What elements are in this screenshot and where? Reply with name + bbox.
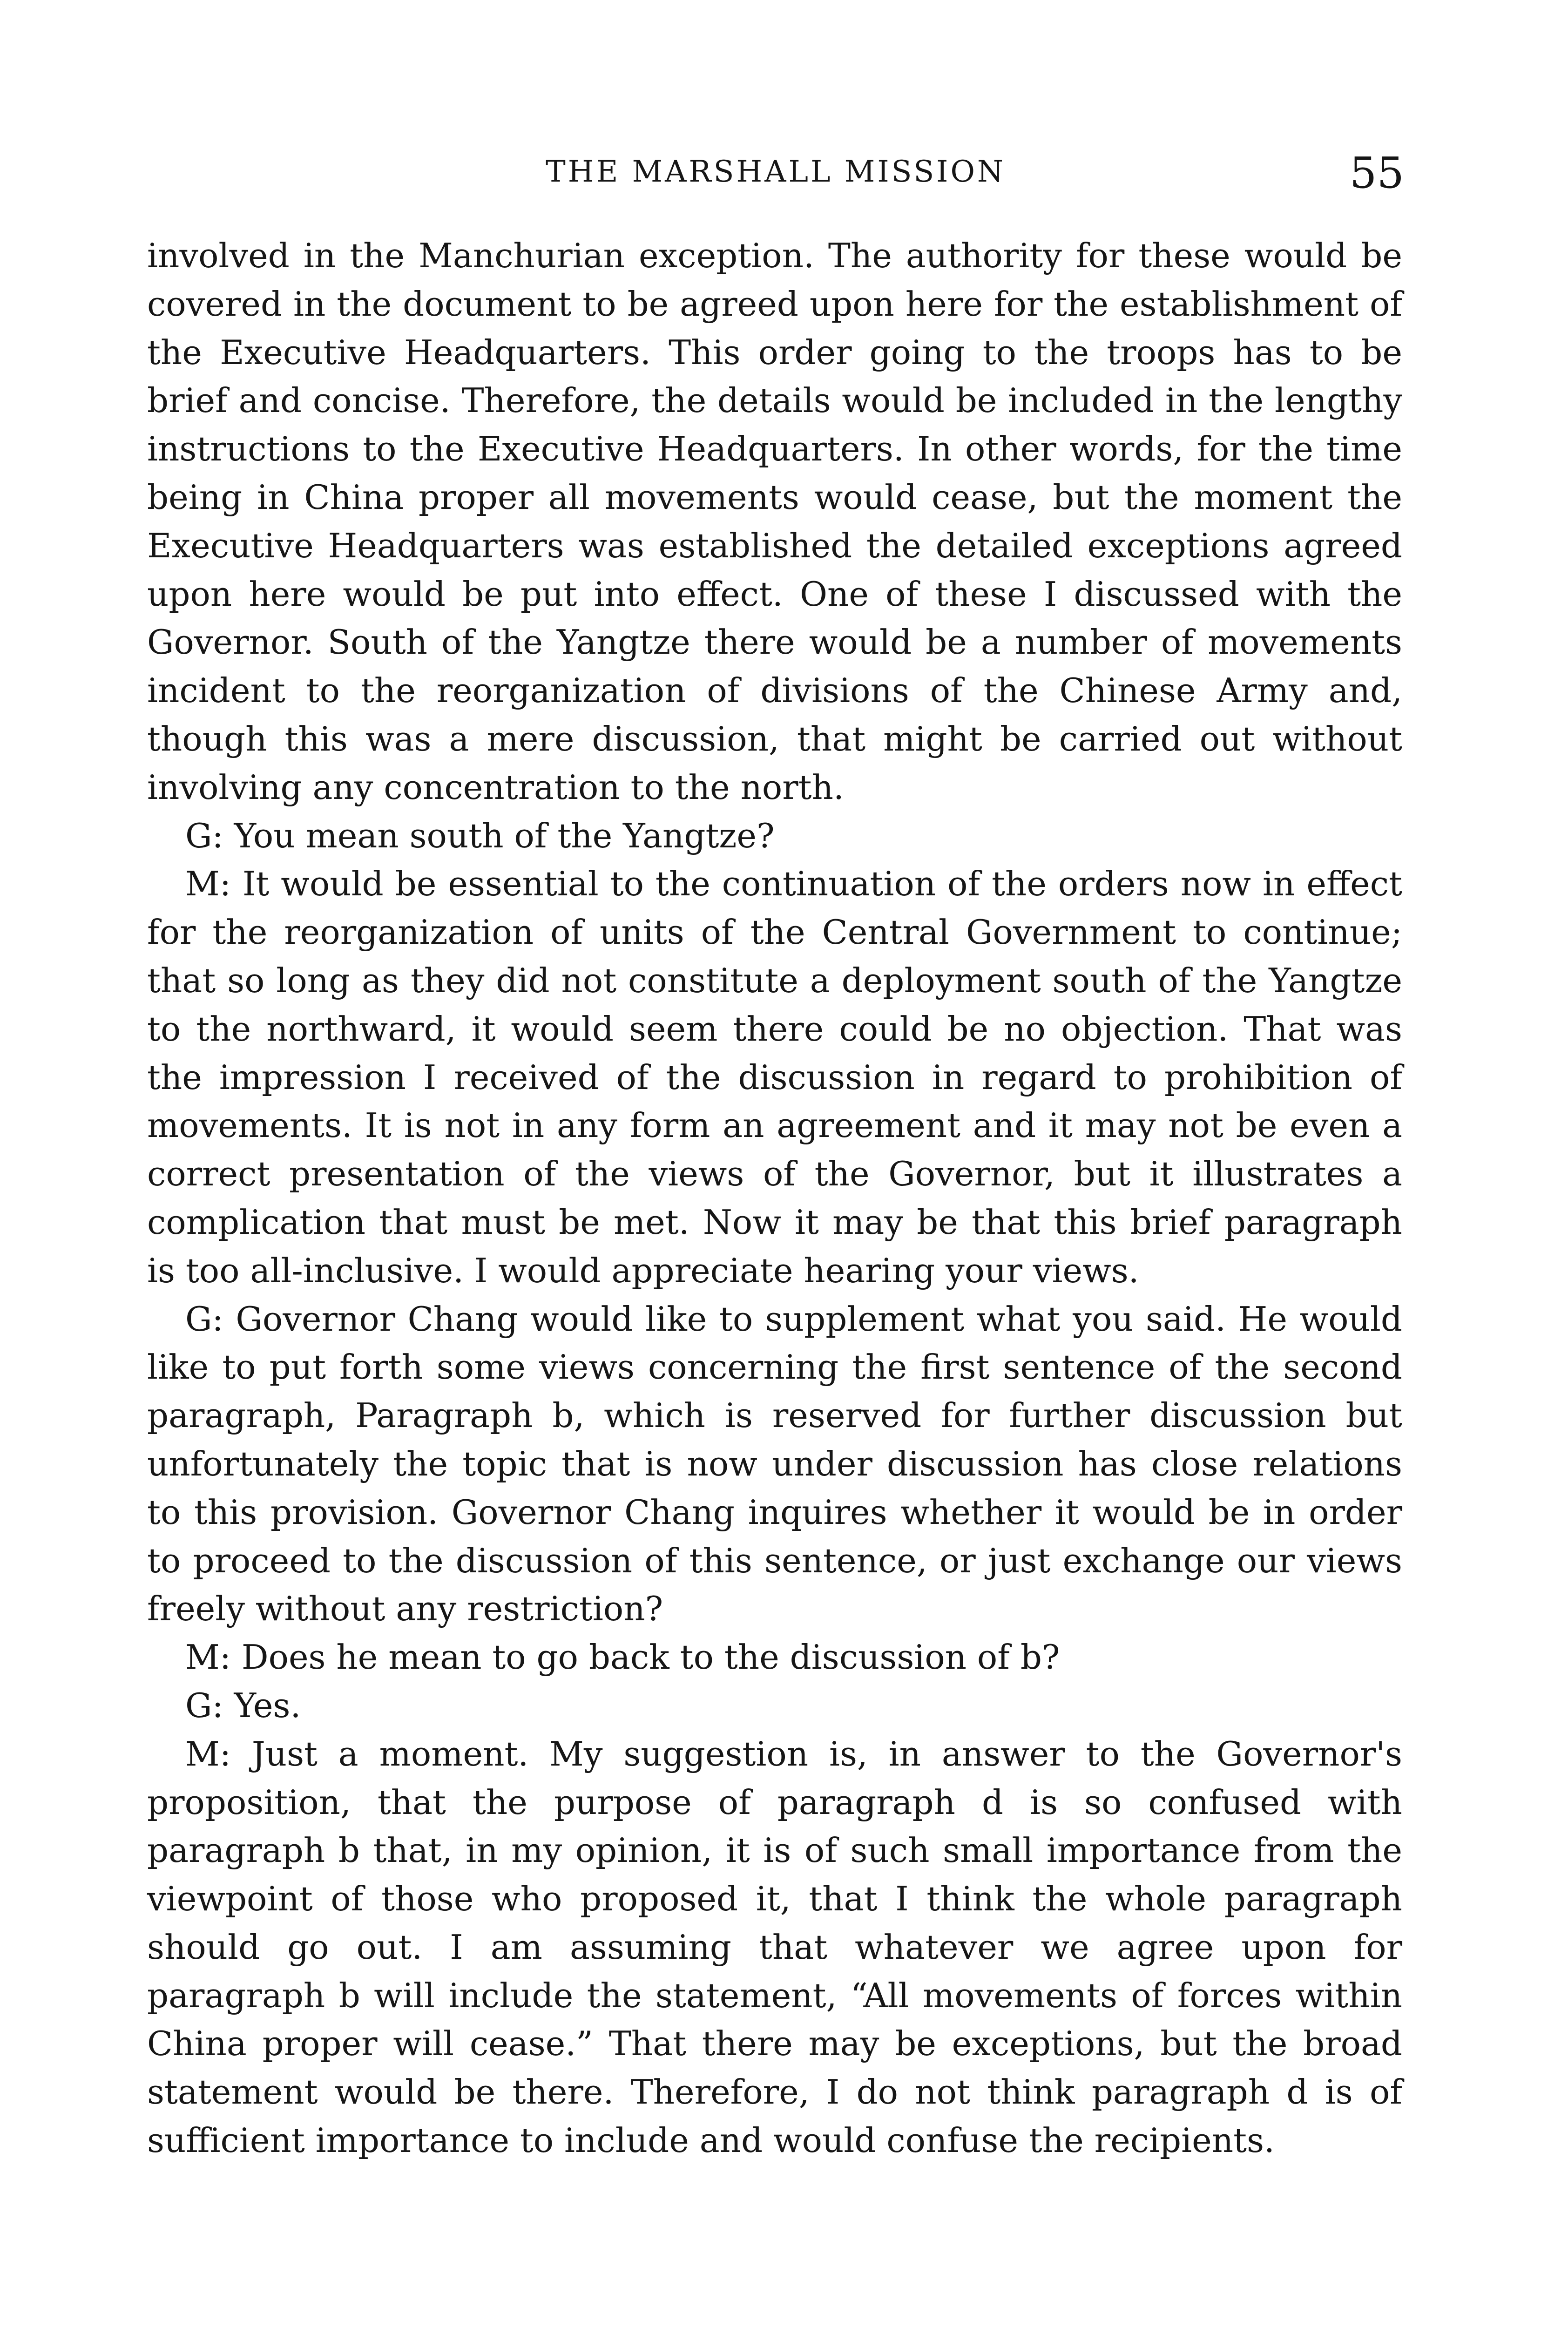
paragraph-m-question: M: Does he mean to go back to the discussion of b? bbox=[185, 1638, 1060, 1677]
running-title: THE MARSHALL MISSION bbox=[546, 155, 1006, 189]
paragraph-g-supplement: G: Governor Chang would like to supplement what you said. He would like to put forth some views concerning the first sentence of the second paragraph, Paragraph b, which is reserved for further discussion but unfortunately the topic that is now under discussion has close relations to this provision. Governor Chang inquires whether it would be in order to proceed to the discussion of this sentence, or just exchange our views freely without any restriction? bbox=[147, 1299, 1402, 1629]
body-text bbox=[147, 232, 1402, 2165]
paragraph-g-question: G: You mean south of the Yangtze? bbox=[185, 816, 775, 855]
page-header bbox=[147, 148, 1404, 204]
paragraph-m-suggestion: M: Just a moment. My suggestion is, in answer to the Governor's proposition, that the purpose of paragraph d is so confused with paragraph b that, in my opinion, it is of such small importance from the viewpoint of those who proposed it, that I think the whole paragraph should go out. I am assuming that whatever we agree upon for paragraph b will include the statement, “All movements of forces within China proper will cease.” That there may be exceptions, but the broad statement would be there. Therefore, I do not think paragraph d is of sufficient importance to include and would confuse the recipients. bbox=[147, 1734, 1402, 2160]
paragraph-m-reply: M: It would be essential to the continuation of the orders now in effect for the reorganization of units of the Central Government to continue; that so long as they did not constitute a deployment south of the Yangtze to the northward, it would seem there could be no objection. That was the impression I received of the discussion in regard to prohibition of movements. It is not in any form an agreement and it may not be even a correct presentation of the views of the Governor, but it illustrates a complication that must be met. Now it may be that this brief paragraph is too all-inclusive. I would appreciate hearing your views. bbox=[147, 864, 1402, 1290]
paragraph-continuation: involved in the Manchurian exception. The authority for these would be covered in the document to be agreed upon here for the establishment of the Executive Headquarters. This order going to the troops has to be brief and concise. Therefore, the details would be included in the lengthy instructions to the Executive Headquarters. In other words, for the time being in China proper all movements would cease, but the moment the Executive Headquarters was established the detailed exceptions agreed upon here would be put into effect. One of these I discussed with the Governor. South of the Yangtze there would be a number of movements incident to the reorganization of divisions of the Chinese Army and, though this was a mere discussion, that might be carried out without involving any concentration to the north. bbox=[147, 236, 1402, 807]
page-number: 55 bbox=[1349, 148, 1404, 198]
paragraph-g-yes: G: Yes. bbox=[185, 1685, 301, 1725]
